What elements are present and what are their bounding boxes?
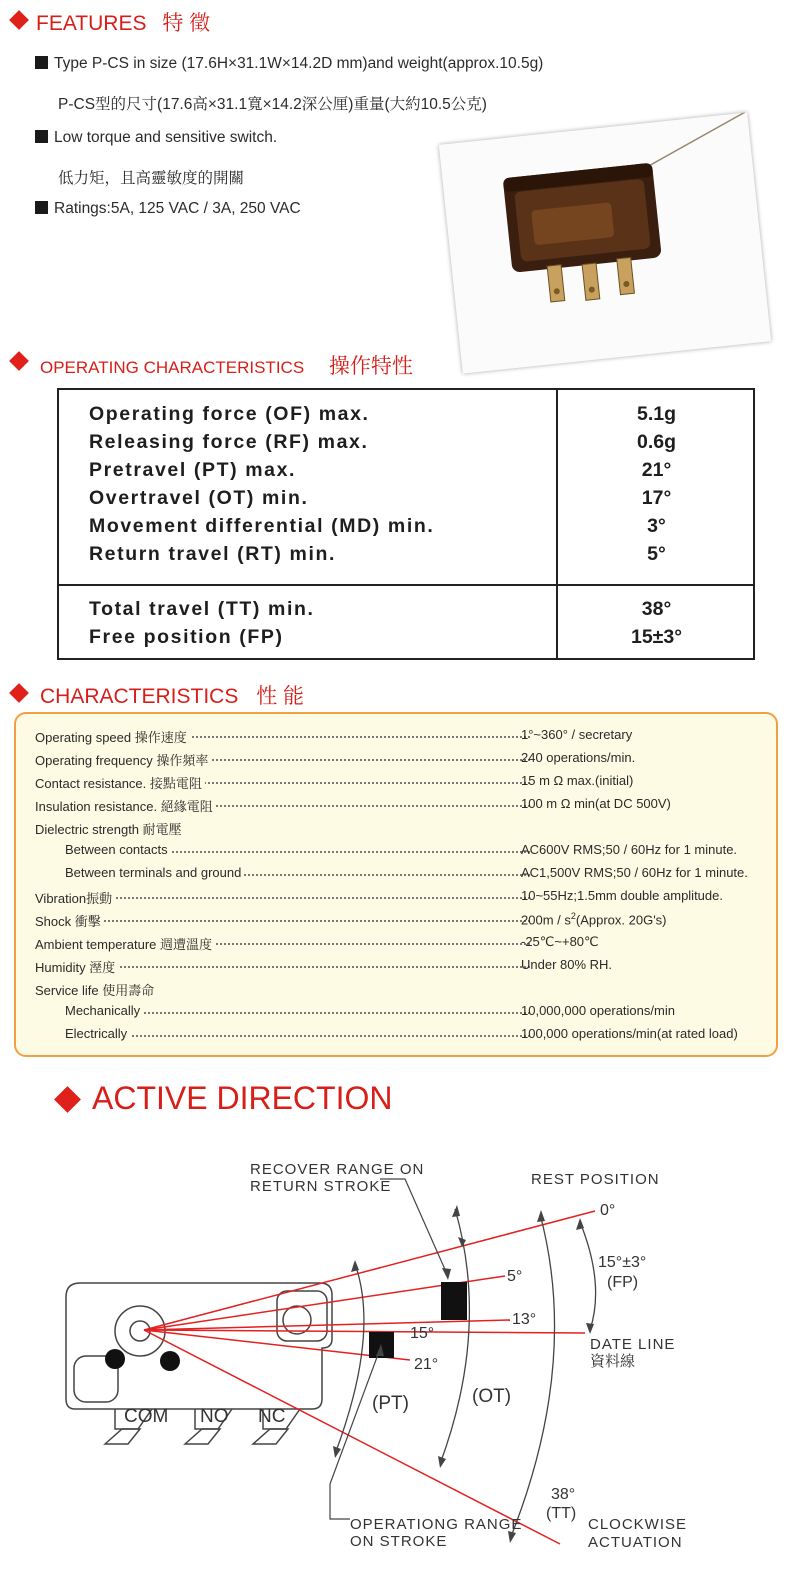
active-diamond-icon xyxy=(54,1086,81,1113)
date-line-label: DATE LINE xyxy=(590,1336,676,1353)
feature-item-size-zh: P-CS型的尺寸(17.6高×31.1寬×14.2深公厘)重量(大約10.5公克) xyxy=(58,96,487,113)
tt-label: (TT) xyxy=(546,1505,577,1522)
characteristics-panel xyxy=(14,712,778,1057)
table-row-label: Return travel (RT) min. xyxy=(89,543,336,565)
recover-range-label: RETURN STROKE xyxy=(250,1178,392,1195)
deg-0-label: 0° xyxy=(600,1202,616,1219)
fp-label: (FP) xyxy=(607,1274,639,1291)
bullet-square-icon xyxy=(35,56,48,69)
active-direction-diagram xyxy=(0,1134,800,1574)
operating-table xyxy=(57,388,755,660)
terminal-label-com: COM xyxy=(124,1406,169,1427)
list-item-value: AC600V RMS;50 / 60Hz for 1 minute. xyxy=(521,842,738,857)
table-row-value: 21° xyxy=(641,459,672,481)
list-item-value: -25℃~+80℃ xyxy=(521,934,599,949)
characteristics-diamond-icon xyxy=(9,683,29,703)
table-row-value: 0.6g xyxy=(636,431,677,453)
table-row-label: Operating force (OF) max. xyxy=(89,403,370,425)
table-row-value: 15±3° xyxy=(630,626,683,648)
tt-label: 38° xyxy=(551,1486,576,1503)
list-item-value: 15 m Ω max.(initial) xyxy=(521,773,634,788)
list-item: Ambient temperature 週遭溫度 xyxy=(35,934,530,952)
features-title xyxy=(36,7,210,37)
table-row-label: Total travel (TT) min. xyxy=(89,598,315,620)
table-row-label: Pretravel (PT) max. xyxy=(89,459,297,481)
rest-position-label: REST POSITION xyxy=(531,1171,660,1188)
list-item: Operating frequency 操作頻率 xyxy=(35,750,530,768)
bullet-square-icon xyxy=(35,201,48,214)
list-item: Between contacts xyxy=(65,842,530,860)
terminal-dot xyxy=(160,1351,180,1371)
terminal-dot xyxy=(105,1349,125,1369)
list-item: Humidity 溼度 xyxy=(35,957,530,975)
deg-15-label: 15° xyxy=(410,1325,435,1342)
fp-label: 15°±3° xyxy=(598,1254,647,1271)
list-item-value: 10,000,000 operations/min xyxy=(521,1003,675,1018)
clockwise-label: CLOCKWISE xyxy=(588,1516,688,1533)
clockwise-label: ACTUATION xyxy=(588,1534,683,1551)
pt-label: (PT) xyxy=(372,1393,409,1414)
list-item: Electrically xyxy=(65,1026,530,1044)
list-item-value: 100,000 operations/min(at rated load) xyxy=(521,1026,738,1041)
switch-photo-illustration xyxy=(439,112,771,373)
list-item-value: 10~55Hz;1.5mm double amplitude. xyxy=(521,888,723,903)
table-row-value: 5.1g xyxy=(636,403,677,425)
list-item-value: 1°~360° / secretary xyxy=(521,727,633,742)
list-item-value: 100 m Ω min(at DC 500V) xyxy=(521,796,671,811)
table-row-value: 17° xyxy=(641,487,672,509)
recover-range-label: RECOVER RANGE ON xyxy=(250,1161,425,1178)
arc-pt xyxy=(335,1264,364,1454)
list-item: Service life 使用壽命 xyxy=(35,980,530,998)
feature-item-ratings: Ratings:5A, 125 VAC / 3A, 250 VAC xyxy=(35,200,301,218)
list-item: Mechanically xyxy=(65,1003,530,1021)
bullet-square-icon xyxy=(35,130,48,143)
features-title-en: FEATURES xyxy=(36,12,147,35)
deg-5-label: 5° xyxy=(507,1268,523,1285)
feature-item-torque-zh: 低力矩，且高靈敏度的開關 xyxy=(58,170,245,187)
list-item: Shock 衝擊 xyxy=(35,911,530,929)
list-item: Operating speed 操作速度 xyxy=(35,727,530,745)
features-title-zh: 特 徵 xyxy=(162,12,211,35)
list-item: Between terminals and ground xyxy=(65,865,530,883)
features-diamond-icon xyxy=(9,10,29,30)
list-item-value: $200m / s^2(Approx$. 20G's) xyxy=(521,911,667,928)
deg-21-label: 21° xyxy=(414,1356,439,1373)
ray-date-line xyxy=(144,1330,585,1333)
product-photo xyxy=(439,112,771,373)
terminal-label-no: NO xyxy=(200,1406,229,1427)
table-row-value: 5° xyxy=(647,543,666,565)
list-item-value: Under 80% RH. xyxy=(521,957,613,972)
arc-tt xyxy=(510,1214,555,1539)
ray-38-deg xyxy=(144,1330,560,1544)
table-row-label: Overtravel (OT) min. xyxy=(89,487,309,509)
list-item-value: AC1,500V RMS;50 / 60Hz for 1 minute. xyxy=(521,865,748,880)
list-item: Contact resistance. 接點電阻 xyxy=(35,773,530,791)
terminal-label-nc: NC xyxy=(258,1406,286,1427)
operating-title: OPERATING CHARACTERISTICS 操作特性 xyxy=(40,355,413,378)
table-divider xyxy=(59,584,753,586)
list-item: Insulation resistance. 絕緣電阻 xyxy=(35,796,530,814)
arc-fp xyxy=(580,1222,596,1330)
ot-label: (OT) xyxy=(472,1386,512,1407)
characteristics-title: CHARACTERISTICS 性 能 xyxy=(40,685,305,708)
table-row-label: Free position (FP) xyxy=(89,626,284,648)
operating-diamond-icon xyxy=(9,351,29,371)
leader-operating xyxy=(330,1484,350,1519)
date-line-label-zh: 資料線 xyxy=(590,1353,636,1370)
return-stroke-block xyxy=(441,1282,467,1320)
list-item: Dielectric strength 耐電壓 xyxy=(35,819,530,837)
active-title: ACTIVE DIRECTION xyxy=(92,1080,393,1116)
feature-item-size: Type P-CS in size (17.6H×31.1W×14.2D mm)and weight(approx.10.5g) xyxy=(35,55,543,73)
list-item: Vibration振動 xyxy=(35,888,530,906)
operating-range-label: ON STROKE xyxy=(350,1533,448,1550)
feature-item-torque: Low torque and sensitive switch. xyxy=(35,129,277,147)
table-row-label: Releasing force (RF) max. xyxy=(89,431,369,453)
table-row-value: 38° xyxy=(641,598,672,620)
table-row-value: 3° xyxy=(647,515,666,537)
table-row-label: Movement differential (MD) min. xyxy=(89,515,435,537)
deg-13-label: 13° xyxy=(512,1311,537,1328)
operating-range-label: OPERATIONG RANGE xyxy=(350,1516,523,1533)
list-item-value: 240 operations/min. xyxy=(521,750,636,765)
